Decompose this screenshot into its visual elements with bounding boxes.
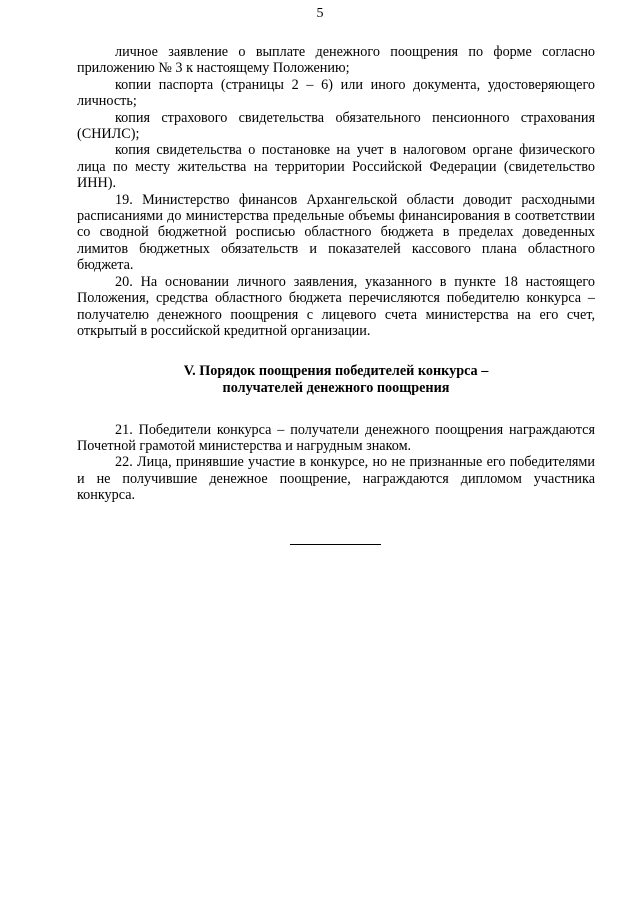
- section-heading-line-1: V. Порядок поощрения победителей конкурса –: [183, 363, 489, 380]
- paragraph-item-21: 21. Победители конкурса – получатели денежного поощрения награждаются Почетной грамотой министерства и нагрудным знаком.: [77, 421, 595, 454]
- paragraph-item-19: 19. Министерство финансов Архангельской области доводит расходными расписаниями до министерства предельные объемы финансирования в соответствии со сводной бюджетной росписью областного бюджета в пределах доведенных лимитов бюджетных обязательств и показателей кассового плана областного бюджета.: [77, 191, 595, 274]
- paragraph-personal-application: личное заявление о выплате денежного поощрения по форме согласно приложению № 3 к настоящему Положению;: [77, 44, 595, 77]
- section-heading-line-2: получателей денежного поощрения: [222, 379, 450, 396]
- paragraph-item-20: 20. На основании личного заявления, указанного в пункте 18 настоящего Положения, средства областного бюджета перечисляются победителю конкурса – получателю денежного поощрения с лицевого счета министерства на его счет, открытый в российской кредитной организации.: [77, 273, 595, 339]
- section-heading: [77, 363, 595, 396]
- paragraph-snils-copy: копия страхового свидетельства обязательного пенсионного страхования (СНИЛС);: [77, 109, 595, 143]
- paragraph-passport-copy: копии паспорта (страницы 2 – 6) или иного документа, удостоверяющего личность;: [77, 76, 595, 110]
- closing-separator-line: [290, 544, 381, 545]
- paragraph-inn-copy: копия свидетельства о постановке на учет в налоговом органе физического лица по месту жительства на территории Российской Федерации (свидетельство ИНН).: [77, 142, 595, 192]
- document-body: [77, 44, 595, 504]
- paragraph-item-22: 22. Лица, принявшие участие в конкурсе, но не признанные его победителями и не получившие денежное поощрение, награждаются дипломом участника конкурса.: [77, 454, 595, 504]
- page-number: 5: [316, 6, 324, 21]
